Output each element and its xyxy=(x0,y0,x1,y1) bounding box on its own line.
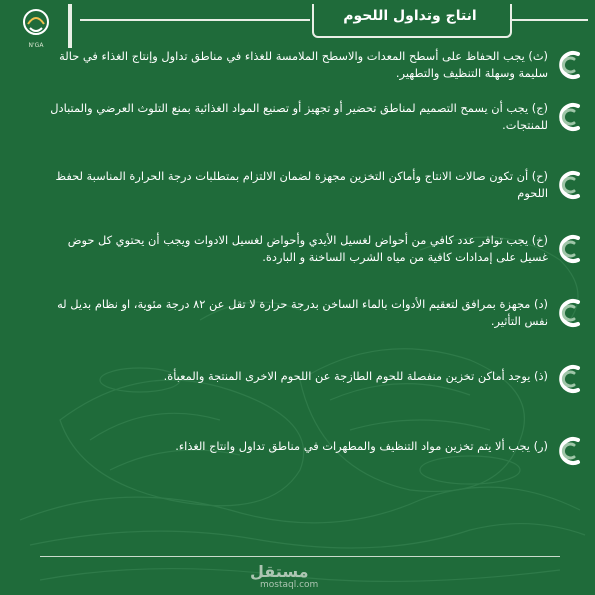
bullet-arc-icon xyxy=(554,48,588,82)
bullet-arc-icon xyxy=(554,434,588,468)
bullet-arc-icon xyxy=(554,232,588,266)
header-line-left xyxy=(80,19,310,21)
watermark-brand: مستقل xyxy=(250,562,309,581)
bullet-arc-icon xyxy=(554,168,588,202)
item-text: (ر) يجب ألا يتم تخزين مواد التنظيف والمطهرات في مناطق تداول وانتاج الغذاء. xyxy=(175,439,548,453)
header-line-right xyxy=(508,19,588,21)
logo-text: N'GA xyxy=(28,42,44,49)
item-text: (د) مجهزة بمرافق لتعقيم الأدوات بالماء الساخن بدرجة حرارة لا تقل عن ٨٢ درجة مئوية، او نظام بديل له نفس التأثير. xyxy=(57,297,548,328)
footer-divider xyxy=(40,556,560,557)
item-text: (ث) يجب الحفاظ على أسطح المعدات والاسطح الملامسة للغذاء في مناطق تداول وإنتاج الغذاء في حالة سليمة وسهلة التنظيف والتطهير. xyxy=(59,49,548,80)
logo-divider xyxy=(68,4,72,48)
item-text: (خ) يجب توافر عدد كافي من أحواض لغسيل الأيدي وأحواض لغسيل الادوات ويجب أن يحتوي كل حوض غسيل على إمدادات كافية من مياه الشرب الساخنة و الباردة. xyxy=(67,233,548,264)
item-text: (ذ) يوجد أماكن تخزين منفصلة للحوم الطازجة عن اللحوم الاخرى المنتجة والمعبأة. xyxy=(163,369,548,383)
page-title: انتاج وتداول اللحوم xyxy=(343,8,477,24)
item-text: (ح) أن تكون صالات الانتاج وأماكن التخزين مجهزة لضمان الالتزام بمتطلبات درجة الحرارة المناسبة لحفظ اللحوم xyxy=(55,169,548,200)
bullet-arc-icon xyxy=(554,296,588,330)
bullet-arc-icon xyxy=(554,362,588,396)
item-text: (ج) يجب أن يسمح التصميم لمناطق تحضير أو تجهيز أو تصنيع المواد الغذائية بمنع التلوث العرضي والمتبادل للمنتجات. xyxy=(50,101,548,132)
watermark-url: mostaql.com xyxy=(260,580,319,590)
bullet-arc-icon xyxy=(554,100,588,134)
